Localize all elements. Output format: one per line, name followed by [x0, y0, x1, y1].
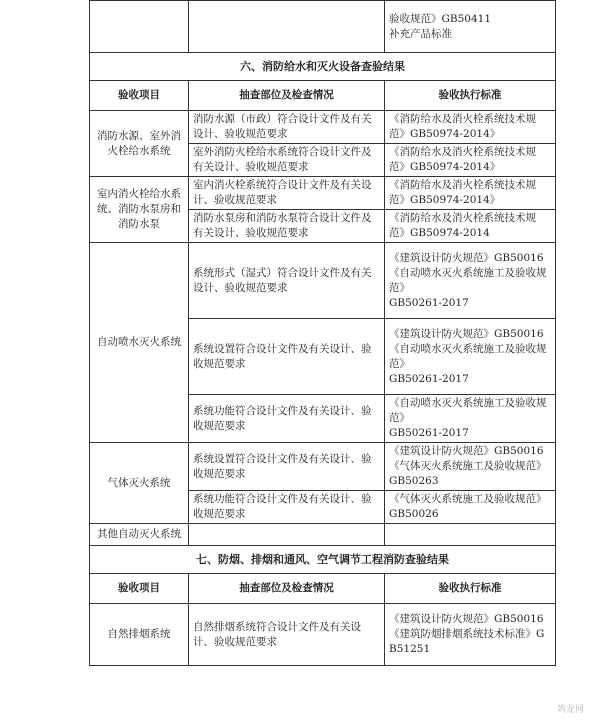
column-header-item: 验收项目 — [90, 574, 189, 604]
section-title-row — [90, 546, 556, 574]
column-header-standard: 验收执行标准 — [385, 81, 556, 111]
watermark-logo: 筑龙网 — [556, 705, 584, 715]
check-cell: 系统设置符合设计文件及有关设计、验收规范要求 — [189, 319, 385, 395]
cell-empty — [189, 1, 385, 53]
check-cell: 系统功能符合设计文件及有关设计、验收规范要求 — [189, 491, 385, 524]
column-header-item: 验收项目 — [90, 81, 189, 111]
item-cell: 消防水源、室外消火栓给水系统 — [90, 111, 189, 177]
check-cell: 室外消防火栓给水系统符合设计文件及有关设计、验收规范要求 — [189, 144, 385, 177]
standard-line: 《建筑防烟排烟系统技术标准》GB51251 — [389, 628, 545, 655]
check-cell: 系统形式（湿式）符合设计文件及有关设计、验收规范要求 — [189, 243, 385, 319]
standard-line: 《自动喷水灭火系统施工及验收规范》 — [389, 397, 547, 424]
standard-line: GB50261-2017 — [389, 427, 469, 439]
item-cell: 室内消火栓给水系统、消防水泵房和消防水泵 — [90, 177, 189, 243]
standard-cell — [385, 111, 556, 144]
standard-line: 《气体灭火系统施工及验收规范》GB50026 — [389, 493, 547, 520]
table-row — [90, 177, 556, 210]
table-row — [90, 524, 556, 546]
item-cell: 自动喷水灭火系统 — [90, 243, 189, 443]
standard-cell — [385, 1, 556, 53]
standard-line: 《消防给水及消火栓系统技术规范》GB50974-2014》 — [389, 146, 536, 173]
cell-empty — [189, 524, 385, 546]
standard-line: 《消防给水及消火栓系统技术规范》GB50974-2014 — [389, 212, 536, 239]
standard-line: 《建筑设计防火规范》GB50016 — [389, 251, 544, 264]
check-cell: 消防水泵房和消防水泵符合设计文件及有关设计、验收规范要求 — [189, 210, 385, 243]
standard-cell — [385, 210, 556, 243]
check-cell: 系统设置符合设计文件及有关设计、验收规范要求 — [189, 443, 385, 491]
column-header-check: 抽查部位及检查情况 — [189, 574, 385, 604]
standard-cell — [385, 443, 556, 491]
standard-line: 《自动喷水灭火系统施工及验收规范》 — [389, 342, 547, 370]
standard-cell — [385, 491, 556, 524]
check-cell: 自然排烟系统符合设计文件及有关设计、验收规范要求 — [189, 604, 385, 666]
item-cell: 其他自动灭火系统 — [90, 524, 189, 546]
standard-line: 验收规范》GB50411 — [389, 12, 492, 25]
standard-cell — [385, 604, 556, 666]
header-row — [90, 574, 556, 604]
standard-line: 《建筑设计防火规范》GB50016 — [389, 327, 544, 340]
check-cell: 消防水源（市政）符合设计文件及有关设计、验收规范要求 — [189, 111, 385, 144]
standard-cell — [385, 395, 556, 443]
header-row — [90, 81, 556, 111]
item-cell: 气体灭火系统 — [90, 443, 189, 524]
cell-empty — [385, 524, 556, 546]
inspection-table — [89, 0, 556, 666]
standard-line: GB50261-2017 — [389, 296, 469, 309]
section-title: 七、防烟、排烟和通风、空气调节工程消防查验结果 — [90, 546, 556, 574]
table-row — [90, 111, 556, 144]
item-cell: 自然排烟系统 — [90, 604, 189, 666]
table-row — [90, 243, 556, 319]
check-cell: 系统功能符合设计文件及有关设计、验收规范要求 — [189, 395, 385, 443]
standard-cell — [385, 243, 556, 319]
section-title-row — [90, 53, 556, 81]
table-row — [90, 443, 556, 491]
table-row — [90, 1, 556, 53]
standard-line: 《建筑设计防火规范》GB50016 — [389, 613, 544, 625]
standard-cell — [385, 144, 556, 177]
standard-line: 补充产品标准 — [389, 27, 452, 40]
standard-line: GB50261-2017 — [389, 372, 469, 385]
table-row — [90, 604, 556, 666]
cell-empty — [90, 1, 189, 53]
section-title: 六、消防给水和灭火设备查验结果 — [90, 53, 556, 81]
standard-line: 《消防给水及消火栓系统技术规范》GB50974-2014》 — [389, 179, 536, 206]
check-cell: 室内消火栓系统符合设计文件及有关设计、验收规范要求 — [189, 177, 385, 210]
standard-line: 《消防给水及消火栓系统技术规范》GB50974-2014》 — [389, 113, 536, 140]
column-header-check: 抽查部位及检查情况 — [189, 81, 385, 111]
standard-line: 《建筑设计防火规范》GB50016 — [389, 445, 544, 457]
standard-cell — [385, 319, 556, 395]
column-header-standard: 验收执行标准 — [385, 574, 556, 604]
standard-line: 《自动喷水灭火系统施工及验收规范》 — [389, 266, 547, 294]
standard-cell — [385, 177, 556, 210]
standard-line: 《气体灭火系统施工及验收规范》GB50263 — [389, 460, 547, 487]
